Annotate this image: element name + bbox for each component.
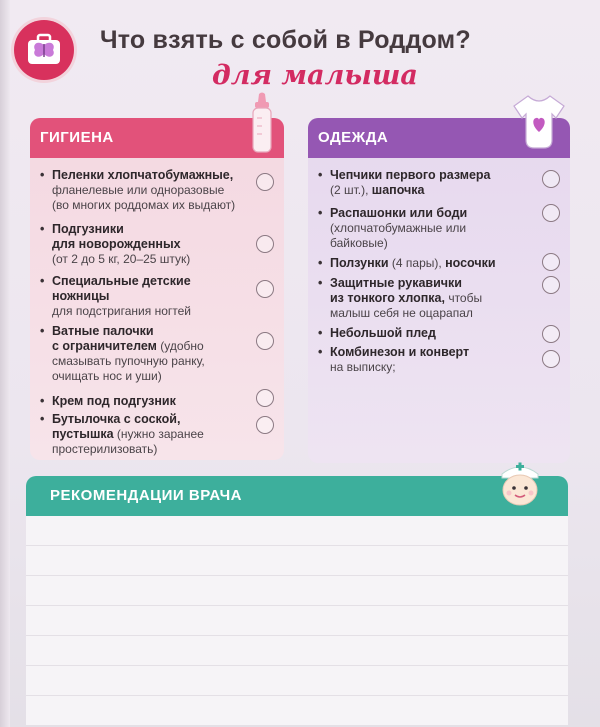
- doctor-recommendations-header: РЕКОМЕНДАЦИИ ВРАЧА: [26, 476, 568, 516]
- checkbox-circle[interactable]: [542, 325, 560, 343]
- list-item: • Пеленки хлопчатобумажные, фланелевые или одноразовые (во многих роддомах их выдают): [40, 168, 236, 212]
- list-item: • Ватные палочки с ограничителем (удобно смазывать пупочную ранку, очищать нос и уши): [40, 324, 205, 383]
- list-item: • Защитные рукавички из тонкого хлопка, чтобы малыш себя не оцарапал: [318, 276, 483, 320]
- checkbox-circle[interactable]: [542, 253, 560, 271]
- checkbox-circle[interactable]: [256, 389, 274, 407]
- list-item: • Подгузники для новорожденных (от 2 до 5 кг, 20–25 штук): [40, 222, 191, 266]
- list-item: • Бутылочка с соской, пустышка (нужно заранее простерилизовать): [40, 412, 204, 456]
- clothes-card: [308, 118, 570, 463]
- list-item: • Комбинезон и конверт на выписку;: [318, 345, 470, 374]
- checkbox-circle[interactable]: [256, 332, 274, 350]
- checkbox-circle[interactable]: [542, 204, 560, 222]
- checkbox-circle[interactable]: [542, 276, 560, 294]
- list-item: • Небольшой плед: [318, 326, 436, 340]
- list-item: • Специальные детские ножницы для подстригания ногтей: [40, 274, 191, 318]
- hygiene-header: ГИГИЕНА: [30, 118, 284, 158]
- checkbox-circle[interactable]: [256, 280, 274, 298]
- butterfly-suitcase-icon: [24, 30, 64, 70]
- hygiene-card: [30, 118, 284, 460]
- list-item: • Ползунки (4 пары), носочки: [318, 256, 496, 270]
- page-title: Что взять с собой в Роддом?: [100, 26, 471, 54]
- list-item: • Чепчики первого размера (2 шт.), шапочка: [318, 168, 491, 197]
- baby-bottle-icon: [248, 92, 276, 154]
- list-item: • Крем под подгузник: [40, 394, 176, 408]
- list-item: • Распашонки или боди (хлопчатобумажные или байковые): [318, 206, 468, 250]
- header-badge: [14, 20, 74, 80]
- checkbox-circle[interactable]: [256, 235, 274, 253]
- checkbox-circle[interactable]: [256, 416, 274, 434]
- checkbox-circle[interactable]: [542, 170, 560, 188]
- onesie-heart-icon: [512, 92, 566, 152]
- clothes-header: ОДЕЖДА: [308, 118, 570, 158]
- checkbox-circle[interactable]: [542, 350, 560, 368]
- page-edge: [0, 0, 10, 727]
- checkbox-circle[interactable]: [256, 173, 274, 191]
- page-subtitle: для малыша: [212, 60, 418, 91]
- notes-area[interactable]: [26, 516, 568, 726]
- nurse-face-icon: [494, 458, 546, 508]
- doctor-recommendations-card: [26, 476, 568, 726]
